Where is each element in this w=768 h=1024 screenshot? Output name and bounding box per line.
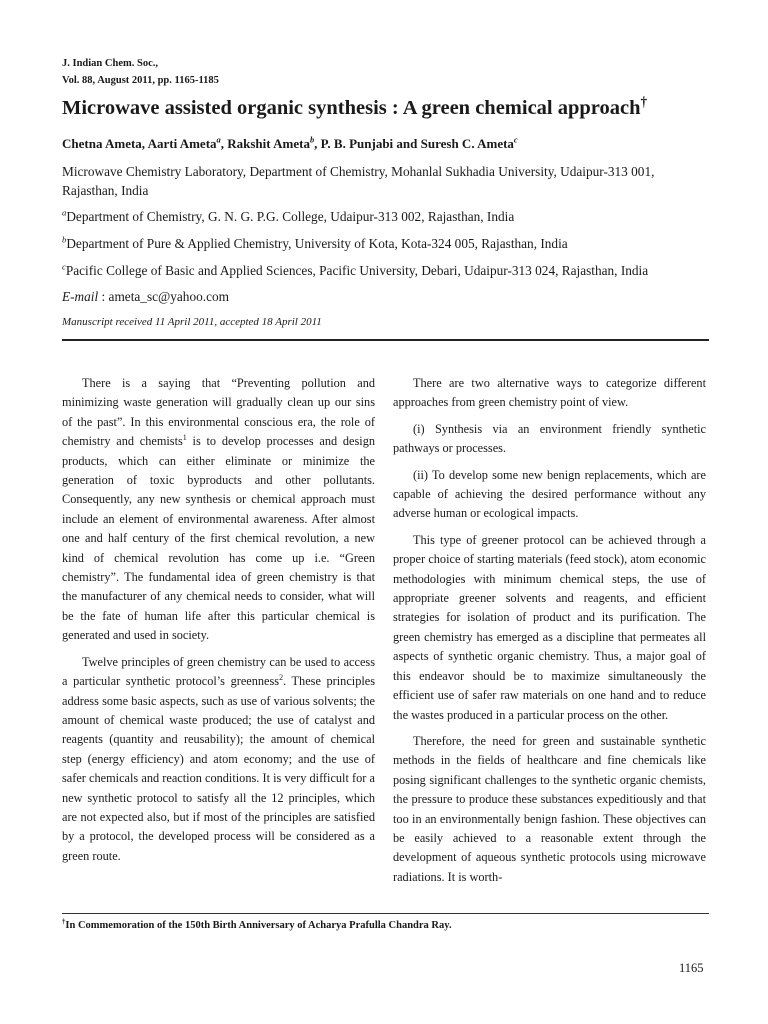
paragraph: [62, 374, 375, 646]
body-column-left: [62, 374, 375, 873]
affiliation-text: Pacific College of Basic and Applied Sciences, Pacific University, Debari, Udaipur-313 024, Rajasthan, India: [65, 263, 649, 278]
journal-citation: [62, 55, 219, 89]
affiliation-mark: b: [62, 234, 67, 245]
paragraph-text: . These principles address some basic aspects, such as use of various solvents; the amount of chemical waste produced; the use of catalyst and reagents (quantity and reusability); the amount of chemical step (energy efficiency) and atom economy; and the use of safer chemicals and reaction conditions. It is very difficult for a new synthetic protocol to satisfy all the 12 principles, which are not expected also, but if most of the principles are satisfied by a protocol, the developed process will be considered as a green route.: [62, 674, 375, 863]
paragraph: (ii) To develop some new benign replacements, which are capable of achieving the desired performance without any adverse human or ecological impacts.: [393, 467, 706, 521]
page-number: 1165: [679, 961, 704, 975]
manuscript-dates: Manuscript received 11 April 2011, accepted 18 April 2011: [62, 316, 322, 328]
affiliation-mark: c: [62, 261, 66, 272]
affiliation-b: [62, 236, 568, 252]
affiliation-c: [62, 263, 648, 279]
footnote-mark: †: [62, 918, 66, 926]
citation-ref: 2: [279, 673, 284, 682]
footnote-text: In Commemoration of the 150th Birth Anniversary of Acharya Prafulla Chandra Ray.: [65, 920, 452, 931]
affiliation-main: Microwave Chemistry Laboratory, Department of Chemistry, Mohanlal Sukhadia University, Udaipur-313 001, Rajasthan, India: [62, 164, 655, 198]
journal-name: J. Indian Chem. Soc.,: [62, 58, 158, 69]
affiliation-text: Department of Pure & Applied Chemistry, University of Kota, Kota-324 005, Rajasthan, India: [66, 236, 568, 251]
paragraph: This type of greener protocol can be achieved through a proper choice of starting materials (feed stock), atom economic methodologies with minimum chemical steps, the use of appropriate greener solvents and reagents, and efficient strategies for isolation of product and its purification. The green chemistry has emerged as a discipline that permeates all aspects of synthetic organic chemistry. Thus, a major goal of this endeavor should be to maximize simultaneously the efficient use of safer raw materials on one hand and to reduce the wastes produced in a particular process on the other.: [393, 532, 706, 722]
article-title: [62, 94, 648, 120]
paragraph-text: There is a saying that “Preventing pollution and minimizing waste generation will gradually clean up our sins of the past”. In this environmental conscious era, the role of chemistry and chemists: [62, 376, 375, 449]
author-text: , Rakshit Ameta: [220, 136, 310, 151]
author-mark: a: [216, 134, 221, 145]
email-separator: :: [98, 289, 109, 304]
author-mark: c: [513, 134, 518, 145]
author-list: [62, 136, 518, 152]
author-text: Chetna Ameta, Aarti Ameta: [62, 136, 217, 151]
header-divider: [62, 339, 709, 341]
email-address[interactable]: ameta_sc@yahoo.com: [108, 289, 229, 304]
affiliation-a: [62, 209, 514, 225]
affiliation-mark: a: [62, 207, 67, 218]
title-footnote-mark: †: [640, 94, 648, 110]
journal-volume: Vol. 88, August 2011, pp. 1165-1185: [62, 75, 219, 86]
email-line: [62, 289, 229, 305]
footnote: [62, 920, 452, 931]
paragraph: Therefore, the need for green and sustainable synthetic methods in the fields of healthcare and fine chemicals like posing significant challenges to the synthetic organic chemists, the pressure to produce these substances expeditiously and that too in an environmentally benign fashion. These objectives can be easily achieved to a reasonable extent through the development of aqueous synthetic protocols using microwave radiations. It is worth-: [393, 733, 706, 884]
paragraph: There are two alternative ways to categorize different approaches from green chemistry point of view.: [393, 376, 706, 410]
paragraph: (i) Synthesis via an environment friendly synthetic pathways or processes.: [393, 421, 706, 456]
footnote-divider: [62, 913, 709, 914]
paragraph-text: is to develop processes and design products, which can either eliminate or minimize the generation of toxic byproducts and other pollutants. Consequently, any new synthesis or chemical approach must include an element of environmental awareness. After almost one and half century of the first chemical revolution, a new kind of chemical revolution has come up i.e. “Green chemistry”. The fundamental idea of green chemistry is that the manufacturer of any chemical needs to consider, what will be the fate of human life after this particular chemical is generated and used in society.: [62, 434, 375, 643]
paragraph: [62, 653, 375, 866]
paragraph-text: Twelve principles of green chemistry can be used to access a particular synthetic protocol’s greenness: [62, 654, 375, 689]
title-text: Microwave assisted organic synthesis : A green chemical approach: [62, 97, 641, 119]
citation-ref: 1: [182, 433, 187, 443]
author-text: , P. B. Punjabi and Suresh C. Ameta: [314, 136, 514, 151]
affiliation-text: Department of Chemistry, G. N. G. P.G. College, Udaipur-313 002, Rajasthan, India: [66, 209, 515, 224]
email-label: E-mail: [62, 289, 99, 304]
author-mark: b: [309, 134, 315, 145]
body-column-right: [393, 374, 706, 894]
